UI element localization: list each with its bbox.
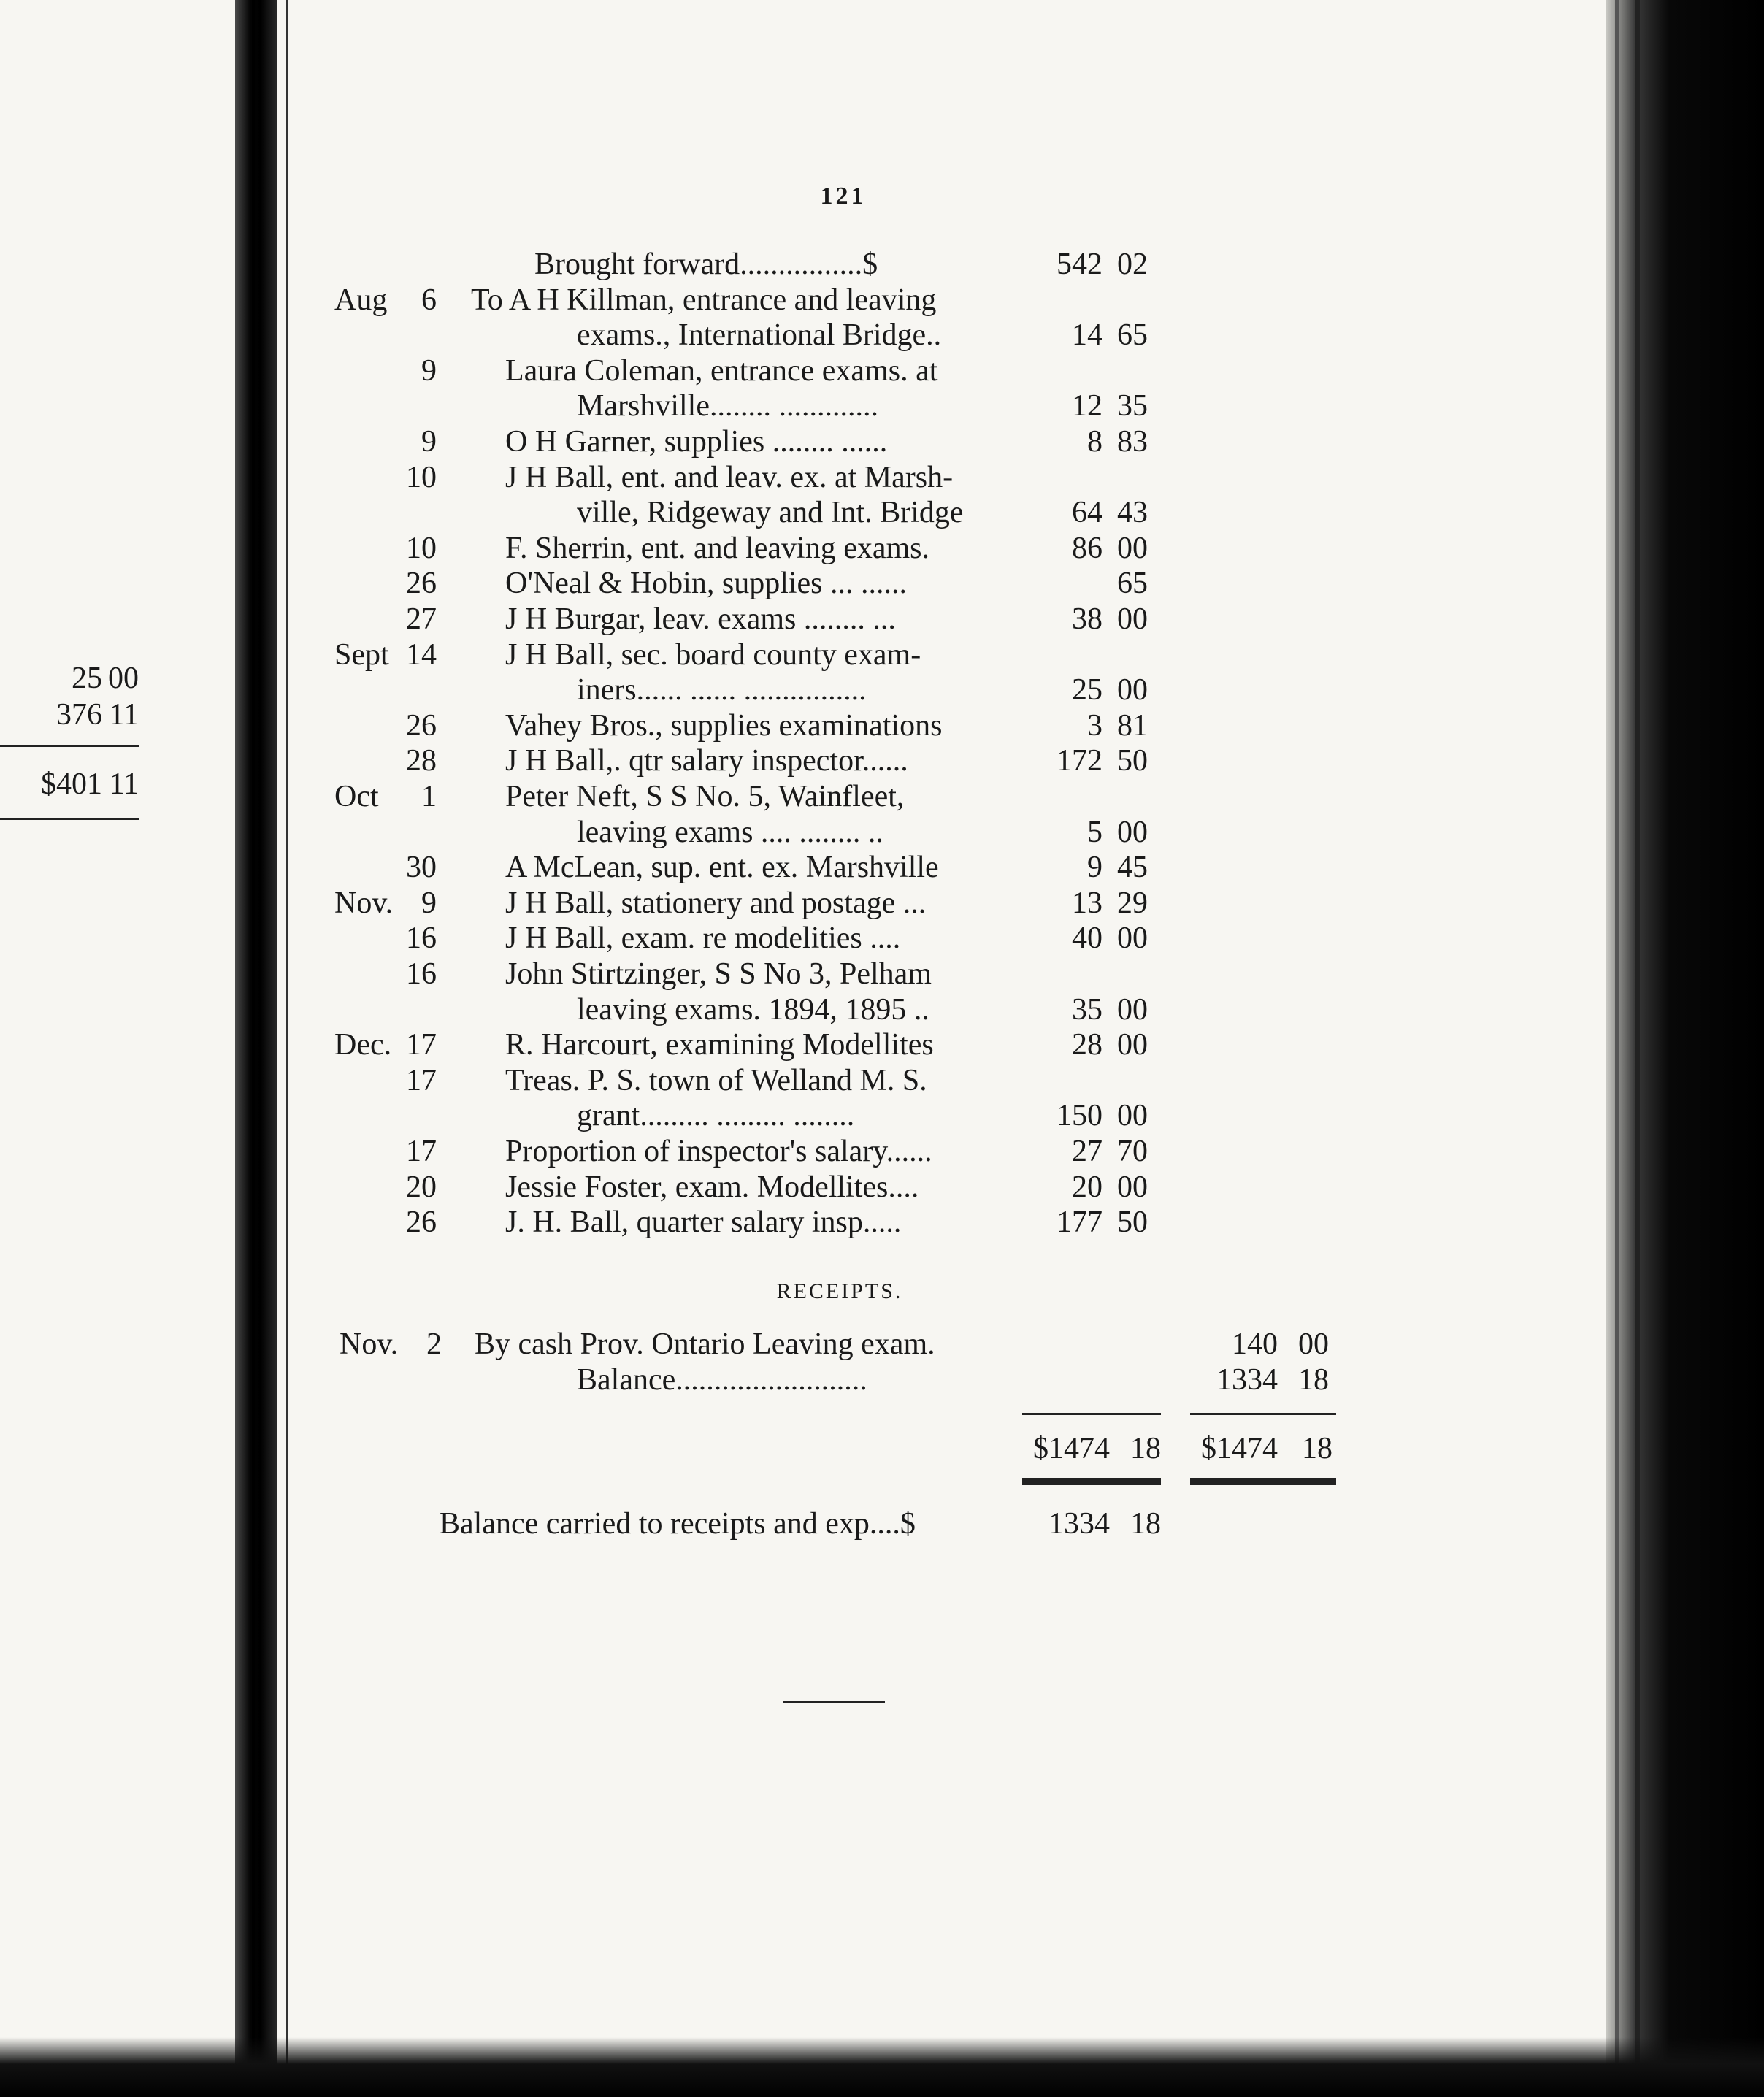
entry-day: 17: [406, 1063, 437, 1097]
entry-description: O H Garner, supplies ........ ......: [505, 425, 888, 459]
entry-cents: 00: [1117, 531, 1148, 565]
page-number: 121: [820, 183, 867, 210]
entry-description: J. H. Ball, quarter salary insp.....: [505, 1205, 902, 1240]
entry-day: 26: [406, 567, 437, 601]
entry-cents: 45: [1117, 851, 1148, 885]
margin-dollars: 376: [56, 698, 102, 732]
brought-forward-dollars: 542: [1057, 248, 1102, 281]
entry-dollars: 38: [1072, 602, 1102, 636]
entry-dollars: 86: [1072, 531, 1102, 565]
entry-description: Proportion of inspector's salary......: [505, 1135, 932, 1168]
entry-description: leaving exams. 1894, 1895 ..: [577, 992, 929, 1027]
entry-dollars: 14: [1072, 318, 1102, 353]
entry-dollars: 35: [1072, 992, 1102, 1027]
margin-total-dollars: $401: [41, 767, 102, 801]
entry-description: R. Harcourt, examining Modellites: [505, 1028, 934, 1062]
entry-day: 27: [406, 602, 437, 636]
entry-cents: 00: [1117, 1099, 1148, 1133]
entry-day: 9: [421, 353, 437, 388]
total-credit-dollars: $1474: [1201, 1432, 1278, 1465]
entry-day: 28: [406, 744, 437, 778]
entry-cents: 00: [1117, 602, 1148, 636]
entry-dollars: 9: [1087, 851, 1102, 885]
entry-day: 9: [421, 425, 437, 459]
entry-day: 16: [406, 957, 437, 991]
entry-day: 26: [406, 1205, 437, 1240]
margin-cents: 00: [108, 662, 139, 695]
entry-day: 16: [406, 921, 437, 956]
entry-dollars: 64: [1072, 496, 1102, 530]
entry-month: Dec.: [334, 1028, 392, 1062]
entry-description: iners...... ...... ................: [577, 673, 867, 708]
entry-description: exams., International Bridge..: [577, 318, 942, 353]
receipt-dollars: 140: [1232, 1327, 1278, 1361]
receipt-cents: 00: [1298, 1327, 1329, 1361]
total-debit-cents: 18: [1130, 1432, 1161, 1465]
entry-day: 17: [406, 1135, 437, 1168]
total-credit-cents: 18: [1302, 1432, 1332, 1465]
entry-description: A McLean, sup. ent. ex. Marshville: [505, 851, 939, 885]
entry-description: J H Ball, exam. re modelities ....: [505, 921, 901, 956]
entry-cents: 81: [1117, 708, 1148, 743]
entry-day: 6: [421, 283, 437, 317]
entry-cents: 65: [1117, 567, 1148, 601]
entry-dollars: 172: [1057, 744, 1102, 778]
entry-month: Nov.: [334, 886, 394, 920]
entry-dollars: 177: [1057, 1205, 1102, 1240]
entry-description: Marshville........ .............: [577, 389, 878, 423]
entry-day: 1: [421, 780, 437, 813]
entry-dollars: 40: [1072, 921, 1102, 956]
margin-total-cents: 11: [109, 767, 139, 801]
entry-description: leaving exams .... ........ ..: [577, 815, 883, 849]
entry-month: Oct: [334, 780, 379, 813]
entry-day: 14: [406, 637, 437, 672]
entry-cents: 35: [1117, 389, 1148, 423]
book-spine-shadow: [235, 0, 277, 2097]
entry-dollars: 25: [1072, 673, 1102, 708]
entry-description: O'Neal & Hobin, supplies ... ......: [505, 567, 908, 601]
spine-line: [286, 0, 288, 2097]
entry-cents: 70: [1117, 1135, 1148, 1168]
entry-description: ville, Ridgeway and Int. Bridge: [577, 496, 964, 530]
entry-day: 26: [406, 708, 437, 743]
entry-description: Laura Coleman, entrance exams. at: [505, 353, 938, 388]
entry-description: J H Ball, stationery and postage ...: [505, 886, 927, 920]
entry-dollars: 13: [1072, 886, 1102, 920]
balance-carried-label: Balance carried to receipts and exp....$: [440, 1507, 916, 1541]
entry-description: J H Ball,. qtr salary inspector......: [505, 744, 908, 778]
entry-description: J H Ball, ent. and leav. ex. at Marsh-: [505, 460, 954, 494]
entry-dollars: 12: [1072, 389, 1102, 423]
balance-carried-cents: 18: [1130, 1507, 1161, 1541]
entry-cents: 43: [1117, 496, 1148, 530]
balance-carried-dollars: 1334: [1048, 1507, 1110, 1541]
entry-description: J H Ball, sec. board county exam-: [505, 637, 921, 672]
margin-cents: 11: [109, 698, 139, 732]
margin-rule: [0, 818, 139, 820]
entry-cents: 83: [1117, 425, 1148, 459]
entry-description: John Stirtzinger, S S No 3, Pelham: [505, 957, 932, 991]
brought-forward-cents: 02: [1117, 248, 1148, 281]
entry-day: 20: [406, 1170, 437, 1204]
sum-rule: [1190, 1413, 1336, 1415]
receipt-text: By cash Prov. Ontario Leaving exam.: [475, 1327, 935, 1361]
entry-day: 30: [406, 851, 437, 885]
entry-day: 10: [406, 531, 437, 565]
entry-description: Treas. P. S. town of Welland M. S.: [505, 1063, 927, 1097]
entry-dollars: 150: [1057, 1099, 1102, 1133]
entry-description: F. Sherrin, ent. and leaving exams.: [505, 531, 930, 565]
entry-day: 9: [421, 886, 437, 920]
entry-description: Peter Neft, S S No. 5, Wainfleet,: [505, 780, 905, 813]
entry-cents: 50: [1117, 1205, 1148, 1240]
entry-month: Sept: [334, 637, 389, 672]
total-double-rule: [1022, 1478, 1161, 1485]
entry-cents: 00: [1117, 673, 1148, 708]
spine-line: [252, 0, 255, 2097]
entry-description: To A H Killman, entrance and leaving: [471, 283, 937, 317]
entry-day: 10: [406, 460, 437, 494]
end-rule: [783, 1701, 885, 1703]
entry-cents: 00: [1117, 815, 1148, 849]
entry-dollars: 8: [1087, 425, 1102, 459]
entry-description: Jessie Foster, exam. Modellites....: [505, 1170, 919, 1204]
entry-cents: 00: [1117, 1170, 1148, 1204]
receipt-month: Nov.: [340, 1327, 399, 1361]
entry-cents: 00: [1117, 1028, 1148, 1062]
margin-dollars: 25: [72, 662, 102, 695]
entry-cents: 29: [1117, 886, 1148, 920]
bottom-edge-shadow: [0, 2037, 1764, 2097]
receipt-day: 2: [426, 1327, 442, 1361]
total-double-rule: [1190, 1478, 1336, 1485]
entry-cents: 00: [1117, 921, 1148, 956]
entry-description: Vahey Bros., supplies examinations: [505, 708, 943, 743]
entry-cents: 65: [1117, 318, 1148, 353]
entry-description: grant......... ......... ........: [577, 1099, 855, 1133]
entry-dollars: 3: [1087, 708, 1102, 743]
entry-month: Aug: [334, 283, 388, 317]
receipt-text: Balance.........................: [577, 1363, 867, 1397]
entry-cents: 00: [1117, 992, 1148, 1027]
entry-cents: 50: [1117, 744, 1148, 778]
entry-dollars: 28: [1072, 1028, 1102, 1062]
receipt-dollars: 1334: [1216, 1363, 1278, 1397]
entry-description: J H Burgar, leav. exams ........ ...: [505, 602, 896, 636]
margin-rule: [0, 745, 139, 747]
entry-day: 17: [406, 1028, 437, 1062]
entry-dollars: 27: [1072, 1135, 1102, 1168]
page-edge-shadow: [1606, 0, 1764, 2097]
sum-rule: [1022, 1413, 1161, 1415]
total-debit-dollars: $1474: [1033, 1432, 1110, 1465]
receipt-cents: 18: [1298, 1363, 1329, 1397]
entry-dollars: 5: [1087, 815, 1102, 849]
brought-forward-label: Brought forward................$: [534, 248, 878, 281]
entry-dollars: 20: [1072, 1170, 1102, 1204]
receipts-heading: RECEIPTS.: [776, 1279, 903, 1303]
